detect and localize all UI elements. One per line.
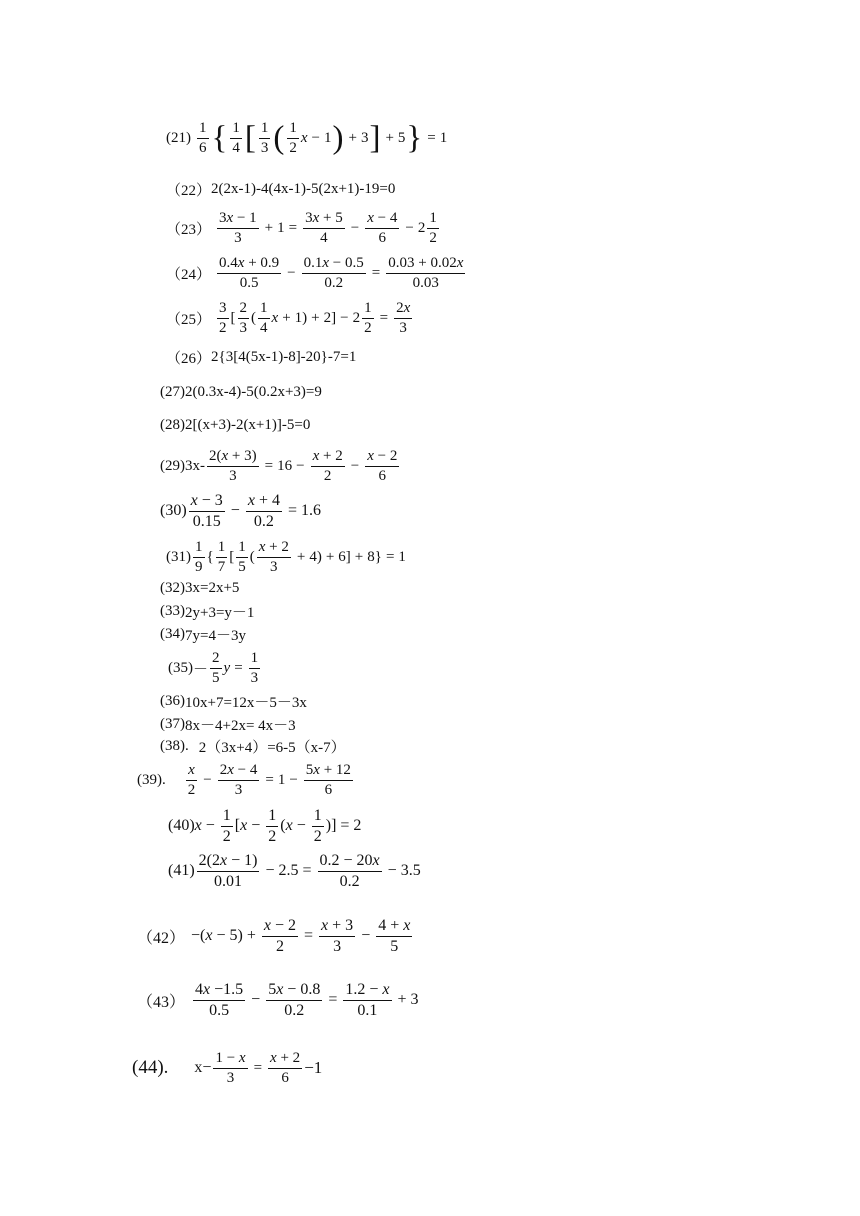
problem-41: (41) $\frac{2(2x - 1)}{0.01}$ − 2.5 = $\frac{0.2 - 20x}{0.2}$ − 3.5 (168, 851, 421, 890)
problem-29: (29) 3x- $\frac{2(x + 3)}{3}$ = 16 − $\frac{x + 2}{2}$ − $\frac{x - 2}{6}$ (160, 447, 398, 484)
problem-26 (166, 348, 356, 366)
problem-34 (160, 625, 246, 643)
problem-34-label: (34) (160, 625, 185, 642)
problem-33-label: (33) (160, 602, 185, 619)
problem-40: (40) x − $\frac{1}{2}$ [ x − $\frac{1}{2}$ ( x − $\frac{1}{2}$ )] = 2 (168, 806, 362, 845)
problem-30-label: (30) (160, 502, 187, 519)
problem-24: （24） $\frac{0.4x + 0.9}{0.5}$ − $\frac{0.1x - 0.5}{0.2}$ = $\frac{0.03 + 0.02x}{0.03}$ (166, 254, 464, 291)
problem-32 (160, 579, 239, 597)
problem-27-label: (27) (160, 383, 185, 400)
problem-33-text: 2y+3=y－1 (185, 604, 255, 621)
problem-35: (35) － $\frac{2}{5}$ y = $\frac{1}{3}$ (168, 649, 259, 686)
problem-37-text: 8x－4+2x= 4x－3 (185, 717, 296, 734)
problem-24-label: （24） (166, 266, 212, 283)
problem-41-label: (41) (168, 862, 195, 879)
problem-37-label: (37) (160, 715, 185, 732)
problem-26-label: （26） (166, 350, 212, 367)
problem-44: (44). x− $\frac{1 - x}{3}$ = $\frac{x + 2}{6}$ −1 (132, 1049, 323, 1086)
problem-28-text: 2[(x+3)-2(x+1)]-5=0 (185, 416, 311, 433)
problem-39-label: (39). (137, 771, 166, 788)
problem-22-label: （22） (166, 182, 212, 199)
problem-28-label: (28) (160, 416, 185, 433)
problem-23: （23） $\frac{3x - 1}{3}$ + 1 = $\frac{3x + 5}{4}$ − $\frac{x - 4}{6}$ − 2 $\frac{1}{2}$ (166, 209, 437, 246)
problem-27-text: 2(0.3x-4)-5(0.2x+3)=9 (185, 383, 322, 400)
problem-44-label: (44). (132, 1057, 169, 1078)
problem-27 (160, 383, 322, 401)
problem-32-text: 3x=2x+5 (185, 579, 240, 596)
problem-43-label: （43） (137, 993, 186, 1011)
problem-29-label: (29) (160, 457, 185, 474)
problem-42-label: （42） (137, 929, 186, 947)
problem-37 (160, 715, 296, 733)
problem-28 (160, 416, 310, 434)
problem-39: (39). $\frac{x}{2}$ − $\frac{2x - 4}{3}$ = 1 − $\frac{5x + 12}{6}$ (137, 761, 351, 798)
problem-35-label: (35) (168, 659, 193, 676)
problem-31-label: (31) (166, 548, 191, 565)
problem-22 (166, 180, 395, 198)
problem-42: （42） −( x − 5) + $\frac{x - 2}{2}$ = $\frac{x + 3}{3}$ − $\frac{4 + x}{5}$ (137, 916, 411, 955)
problem-38-label: (38). (160, 737, 189, 754)
problem-36-label: (36) (160, 692, 185, 709)
problem-31: (31) $\frac{1}{9}$ { $\frac{1}{7}$ [ $\frac{1}{5}$ ( $\frac{x + 2}{3}$ + 4) + 6] + 8} = 1 (166, 538, 406, 575)
problem-30: (30) $\frac{x - 3}{0.15}$ − $\frac{x + 4}{0.2}$ = 1.6 (160, 491, 321, 530)
problem-22-text: 2(2x-1)-4(4x-1)-5(2x+1)-19=0 (211, 180, 396, 197)
problem-25: （25） $\frac{3}{2}$ [ $\frac{2}{3}$ ( $\frac{1}{4}$ x + 1) + 2] − 2 $\frac{1}{2}$ = $\frac{2x}{3}$ (166, 299, 411, 336)
problem-25-label: （25） (166, 311, 212, 328)
problem-36 (160, 692, 307, 710)
problem-43: （43） $\frac{4x -1.5}{0.5}$ − $\frac{5x - 0.8}{0.2}$ = $\frac{1.2 - x}{0.1}$ + 3 (137, 980, 419, 1019)
problem-40-label: (40) (168, 817, 195, 834)
problem-38-text: 2（3x+4）=6-5（x-7） (198, 739, 346, 756)
problem-32-label: (32) (160, 579, 185, 596)
problem-23-label: （23） (166, 221, 212, 238)
problem-21: (21) $\frac{1}{6}$ { $\frac{1}{4}$ [ $\frac{1}{3}$ ( $\frac{1}{2}$ x − 1 ) + 3 ] + 5 } = 1 (166, 119, 448, 156)
problem-33 (160, 602, 254, 620)
problem-36-text: 10x+7=12x－5－3x (185, 694, 307, 711)
problem-34-text: 7y=4－3y (185, 627, 246, 644)
problem-38 (160, 737, 346, 755)
problem-21-label: (21) (166, 129, 191, 146)
problem-26-text: 2{3[4(5x-1)-8]-20}-7=1 (211, 348, 357, 365)
